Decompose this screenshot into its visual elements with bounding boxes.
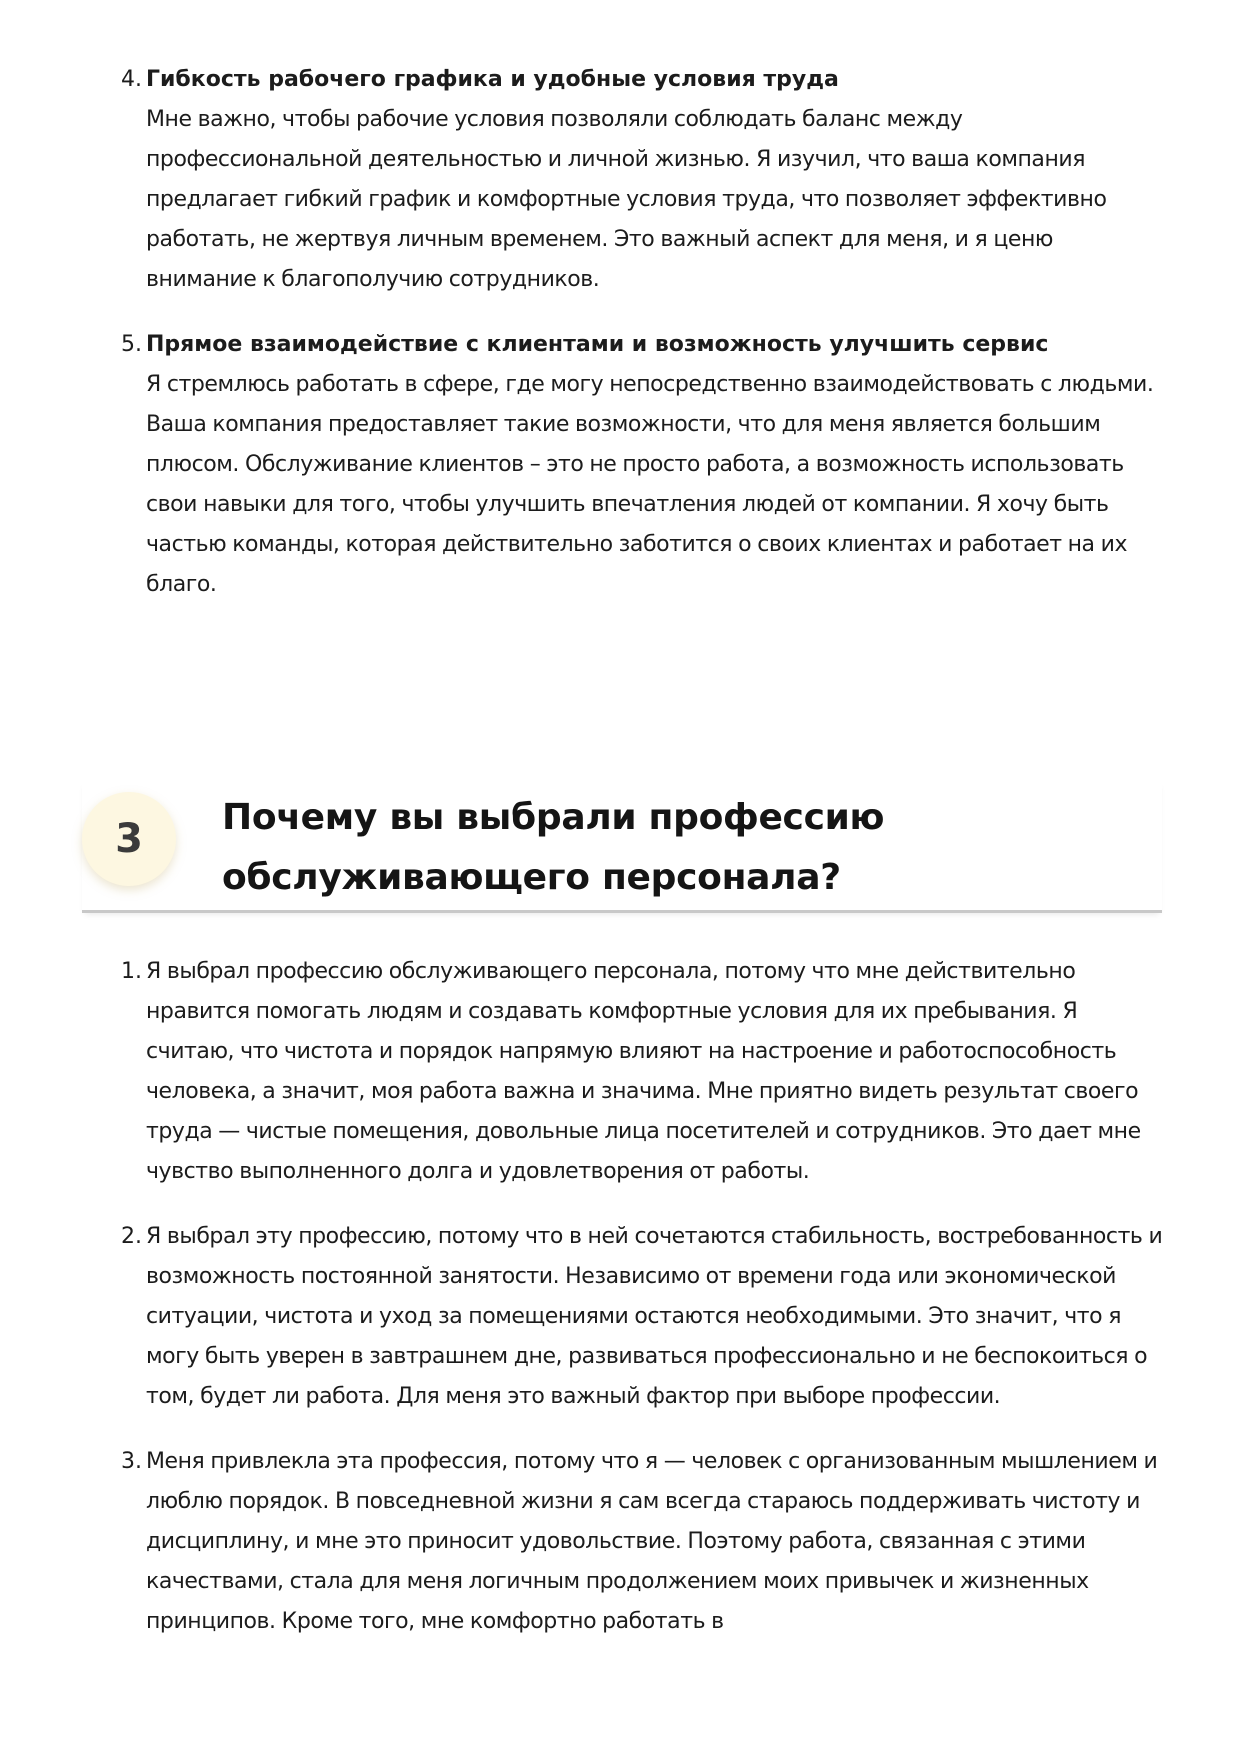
list-item-text: Я выбрал эту профессию, потому что в ней сочетаются стабильность, востребованность и возможность постоянной занятости. Независимо от времени года или экономической ситуации, чистота и уход за помещениями остаются необходимыми. Это значит, что я могу быть уверен в завтрашнем дне, развиваться профессионально и не беспокоиться о том, будет ли работа. Для меня это важный фактор при выборе профессии. <box>146 1224 1163 1409</box>
list-item-title: Гибкость рабочего графика и удобные условия труда <box>146 67 839 92</box>
list-item-text: Я выбрал профессию обслуживающего персонала, потому что мне действительно нравится помогать людям и создавать комфортные условия для их пребывания. Я считаю, что чистота и порядок напрямую влияют на настроение и работоспособность человека, а значит, моя работа важна и значима. Мне приятно видеть результат своего труда — чистые помещения, довольные лица посетителей и сотрудников. Это дает мне чувство выполненного долга и удовлетворения от работы. <box>146 959 1141 1184</box>
section-header <box>82 780 1162 913</box>
list-item <box>121 60 1166 300</box>
numbered-list <box>121 60 1166 630</box>
list-item <box>121 1442 1166 1642</box>
list-item <box>121 952 1166 1192</box>
list-item-title: Прямое взаимодействие с клиентами и возможность улучшить сервис <box>146 332 1049 357</box>
list-item <box>121 325 1166 605</box>
list-item-text: Я стремлюсь работать в сфере, где могу непосредственно взаимодействовать с людьми. Ваша компания предоставляет такие возможности, что для меня является большим плюсом. Обслуживание клиентов – это не просто работа, а возможность использовать свои навыки для того, чтобы улучшить впечатления людей от компании. Я хочу быть частью команды, которая действительно заботится о своих клиентах и работает на их благо. <box>146 372 1154 597</box>
list-item-text: Мне важно, чтобы рабочие условия позволяли соблюдать баланс между профессиональной деятельностью и личной жизнью. Я изучил, что ваша компания предлагает гибкий график и комфортные условия труда, что позволяет эффективно работать, не жертвуя личным временем. Это важный аспект для меня, и я ценю внимание к благополучию сотрудников. <box>146 107 1107 292</box>
section-number-badge: 3 <box>82 792 176 886</box>
list-item-number: 2. <box>121 1224 142 1249</box>
list-item-number: 1. <box>121 959 142 984</box>
list-item-number: 5. <box>121 332 142 357</box>
answer-list <box>121 952 1166 1667</box>
list-item-number: 4. <box>121 67 142 92</box>
list-item-text: Меня привлекла эта профессия, потому что я — человек с организованным мышлением и люблю порядок. В повседневной жизни я сам всегда стараюсь поддерживать чистоту и дисциплину, и мне это приносит удовольствие. Поэтому работа, связанная с этими качествами, стала для меня логичным продолжением моих привычек и жизненных принципов. Кроме того, мне комфортно работать в <box>146 1449 1158 1634</box>
list-item-number: 3. <box>121 1449 142 1474</box>
list-item <box>121 1217 1166 1417</box>
section-title: Почему вы выбрали профессию обслуживающего персонала? <box>222 797 885 898</box>
